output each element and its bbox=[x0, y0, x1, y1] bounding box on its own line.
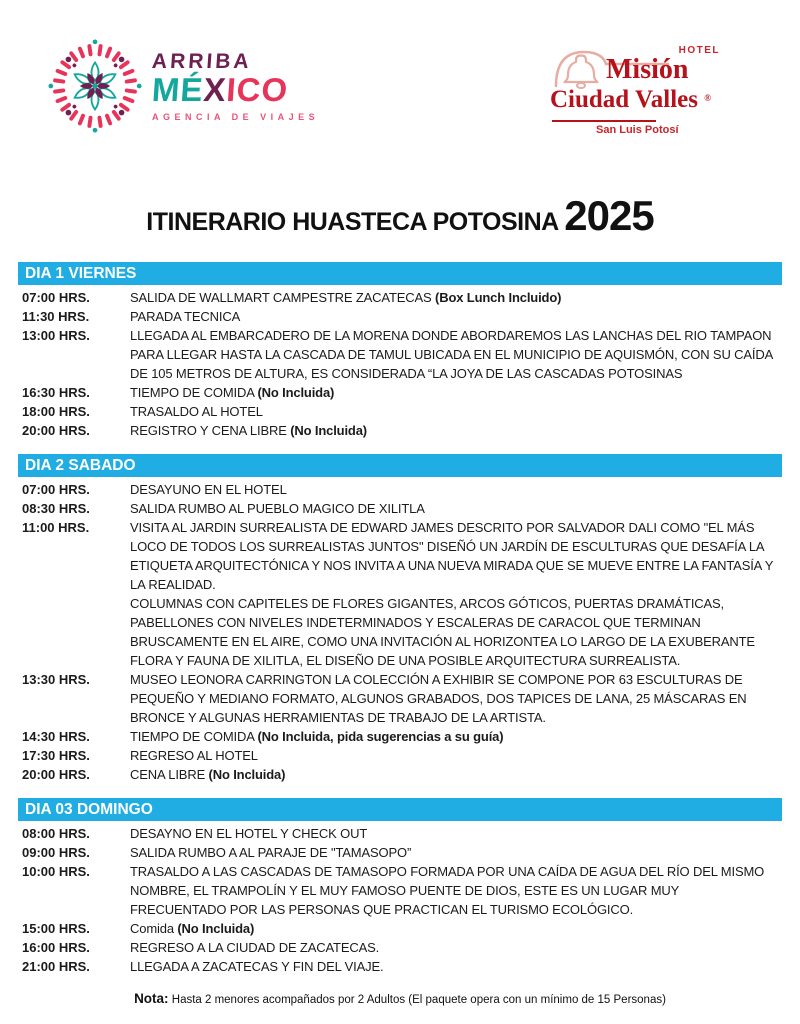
hotel-rule bbox=[552, 120, 656, 122]
day-header: DIA 1 VIERNES bbox=[18, 262, 782, 285]
entry-paragraph: MUSEO LEONORA CARRINGTON LA COLECCIÓN A EXHIBIR SE COMPONE POR 63 ESCULTURAS DE PEQUEÑO Y MEDIANO FORMATO, ALGUNOS GRABADOS, DOS TAPICES DE LANA, 25 MÁSCARAS EN BRONCE Y ALGUNAS HERRAMIENTAS DE TRABAJO DE LA ARTISTA. bbox=[130, 672, 747, 725]
entry-description bbox=[130, 670, 782, 727]
title-main: ITINERARIO HUASTECA POTOSINA bbox=[146, 208, 558, 236]
day-rows bbox=[18, 285, 782, 440]
hotel-city: Ciudad Valles ® bbox=[550, 86, 711, 113]
day-rows bbox=[18, 821, 782, 976]
entry-description bbox=[130, 402, 782, 421]
entry-paragraph: REGISTRO Y CENA LIBRE (No Incluida) bbox=[130, 423, 367, 438]
entry-description bbox=[130, 480, 782, 499]
itinerary-row bbox=[18, 402, 782, 421]
entry-description bbox=[130, 843, 782, 862]
entry-description bbox=[130, 326, 782, 383]
entry-time: 20:00 HRS. bbox=[22, 767, 90, 782]
entry-paragraph: SALIDA RUMBO AL PUEBLO MAGICO DE XILITLA bbox=[130, 501, 425, 516]
day-section bbox=[18, 798, 782, 976]
entry-description bbox=[130, 862, 782, 919]
day-rows bbox=[18, 477, 782, 784]
itinerary-row bbox=[18, 919, 782, 938]
entry-time: 20:00 HRS. bbox=[22, 423, 90, 438]
entry-time: 16:30 HRS. bbox=[22, 385, 90, 400]
entry-paragraph: TIEMPO DE COMIDA (No Incluida) bbox=[130, 385, 335, 400]
entry-description bbox=[130, 499, 782, 518]
entry-time: 17:30 HRS. bbox=[22, 748, 90, 763]
hotel-mision-logo bbox=[550, 36, 722, 140]
entry-paragraph: TRASALDO AL HOTEL bbox=[130, 404, 263, 419]
itinerary-row bbox=[18, 824, 782, 843]
entry-description bbox=[130, 938, 782, 957]
entry-description bbox=[130, 765, 782, 784]
itinerary-row bbox=[18, 499, 782, 518]
itinerary-row bbox=[18, 421, 782, 440]
entry-paragraph: REGRESO AL HOTEL bbox=[130, 748, 258, 763]
entry-description bbox=[130, 919, 782, 938]
entry-description bbox=[130, 307, 782, 326]
entry-time: 16:00 HRS. bbox=[22, 940, 90, 955]
entry-paragraph: LLEGADA A ZACATECAS Y FIN DEL VIAJE. bbox=[130, 959, 384, 974]
itinerary-row bbox=[18, 746, 782, 765]
entry-time: 15:00 HRS. bbox=[22, 921, 90, 936]
entry-description bbox=[130, 518, 782, 670]
itinerary-row bbox=[18, 326, 782, 383]
entry-time: 11:00 HRS. bbox=[22, 520, 90, 535]
day-header: DIA 03 DOMINGO bbox=[18, 798, 782, 821]
itinerary-row bbox=[18, 670, 782, 727]
arriba-mexico-flower-icon bbox=[48, 36, 142, 136]
entry-paragraph: CENA LIBRE (No Incluida) bbox=[130, 767, 286, 782]
entry-paragraph: DESAYUNO EN EL HOTEL bbox=[130, 482, 287, 497]
entry-paragraph: SALIDA DE WALLMART CAMPESTRE ZACATECAS (Box Lunch Incluido) bbox=[130, 290, 562, 305]
hotel-label: HOTEL bbox=[678, 45, 720, 56]
arriba-wordmark bbox=[152, 51, 319, 122]
itinerary-row bbox=[18, 480, 782, 499]
entry-time: 08:30 HRS. bbox=[22, 501, 90, 516]
entry-description bbox=[130, 824, 782, 843]
registered-mark: ® bbox=[704, 93, 711, 103]
entry-time: 08:00 HRS. bbox=[22, 826, 90, 841]
entry-paragraph: Comida (No Incluida) bbox=[130, 921, 255, 936]
note-text: Hasta 2 menores acompañados por 2 Adultos (El paquete opera con un mínimo de 15 Personas) bbox=[168, 994, 666, 1006]
arriba-mexico-logo bbox=[48, 36, 319, 136]
entry-description bbox=[130, 727, 782, 746]
itinerary-row bbox=[18, 307, 782, 326]
entry-paragraph: VISITA AL JARDIN SURREALISTA DE EDWARD JAMES DESCRITO POR SALVADOR DALI COMO "EL MÁS LOCO DE TODOS LOS SURREALISTAS JUNTOS" DISEÑÓ UN JARDÍN DE ESCULTURAS QUE DESAFÍA LA ETIQUETA ARQUITECTÓNICA Y NOS INVITA A UNA NUEVA MIRADA QUE SE MUEVE ENTRE LA FANTASÍA Y LA REALIDAD. bbox=[130, 520, 774, 592]
entry-description bbox=[130, 957, 782, 976]
page-title bbox=[0, 192, 800, 240]
entry-description bbox=[130, 421, 782, 440]
entry-description bbox=[130, 383, 782, 402]
entry-description bbox=[130, 288, 782, 307]
itinerary-row bbox=[18, 518, 782, 670]
itinerary-row bbox=[18, 727, 782, 746]
entry-paragraph: TRASALDO A LAS CASCADAS DE TAMASOPO FORMADA POR UNA CAÍDA DE AGUA DEL RÍO DEL MISMO NOMBRE, EL TRAMPOLÍN Y EL MUY FAMOSO PUENTE DE DIOS, ESTE ES UN LUGAR MUY FRECUENTADO POR LAS PERSONAS QUE PRACTICAN EL TURISMO ECOLÓGICO. bbox=[130, 864, 765, 917]
arriba-word-arriba: ARRIBA bbox=[151, 49, 253, 73]
entry-time: 09:00 HRS. bbox=[22, 845, 90, 860]
entry-time: 10:00 HRS. bbox=[22, 864, 90, 879]
itinerary-row bbox=[18, 957, 782, 976]
entry-paragraph: DESAYNO EN EL HOTEL Y CHECK OUT bbox=[130, 826, 368, 841]
itinerary-row bbox=[18, 765, 782, 784]
itinerary-row bbox=[18, 843, 782, 862]
entry-time: 13:00 HRS. bbox=[22, 328, 90, 343]
entry-paragraph: LLEGADA AL EMBARCADERO DE LA MORENA DONDE ABORDAREMOS LAS LANCHAS DEL RIO TAMPAON PARA LLEGAR HASTA LA CASCADA DE TAMUL UBICADA EN EL MUNICIPIO DE AQUISMÓN, CON SU CAÍDA DE 105 METROS DE ALTURA, ES CONSIDERADA “LA JOYA DE LAS CASCADAS POTOSINAS bbox=[130, 328, 773, 381]
brand-bar bbox=[0, 0, 800, 142]
note-label: Nota: bbox=[134, 991, 169, 1006]
itinerary-row bbox=[18, 288, 782, 307]
day-header: DIA 2 SABADO bbox=[18, 454, 782, 477]
arriba-word-mexico: MÉXICO bbox=[150, 70, 290, 108]
entry-paragraph: SALIDA RUMBO A AL PARAJE DE "TAMASOPO” bbox=[130, 845, 412, 860]
entry-time: 21:00 HRS. bbox=[22, 959, 90, 974]
hotel-name: Misión bbox=[606, 54, 689, 85]
entry-time: 07:00 HRS. bbox=[22, 482, 90, 497]
entry-time: 11:30 HRS. bbox=[22, 309, 90, 324]
entry-time: 07:00 HRS. bbox=[22, 290, 90, 305]
entry-paragraph: PARADA TECNICA bbox=[130, 309, 241, 324]
day-section bbox=[18, 454, 782, 784]
entry-paragraph: REGRESO A LA CIUDAD DE ZACATECAS. bbox=[130, 940, 380, 955]
day-section bbox=[18, 262, 782, 440]
title-year: 2025 bbox=[564, 192, 654, 239]
entry-paragraph: COLUMNAS CON CAPITELES DE FLORES GIGANTES, ARCOS GÓTICOS, PUERTAS DRAMÁTICAS, PABELLONES CON NIVELES INDETERMINADOS Y ESCALERAS DE CARACOL QUE TERMINAN BRUSCAMENTE EN EL AIRE, COMO UNA INVITACIÓN AL HORIZONTEA LO LARGO DE LA EXUBERANTE FLORA Y FAUNA DE XILITLA, EL DISEÑO DE UNA POSIBLE ARQUITECTURA SURREALISTA. bbox=[130, 596, 755, 668]
itinerary-row bbox=[18, 938, 782, 957]
entry-paragraph: TIEMPO DE COMIDA (No Incluida, pida sugerencias a su guía) bbox=[130, 729, 504, 744]
entry-time: 18:00 HRS. bbox=[22, 404, 90, 419]
entry-time: 14:30 HRS. bbox=[22, 729, 90, 744]
entry-description bbox=[130, 746, 782, 765]
entry-time: 13:30 HRS. bbox=[22, 672, 90, 687]
hotel-subtitle: San Luis Potosí bbox=[596, 124, 679, 136]
footer-note bbox=[0, 991, 800, 1006]
itinerary-row bbox=[18, 383, 782, 402]
sections bbox=[18, 262, 782, 976]
itinerary-row bbox=[18, 862, 782, 919]
arriba-tagline: AGENCIA DE VIAJES bbox=[152, 111, 320, 122]
